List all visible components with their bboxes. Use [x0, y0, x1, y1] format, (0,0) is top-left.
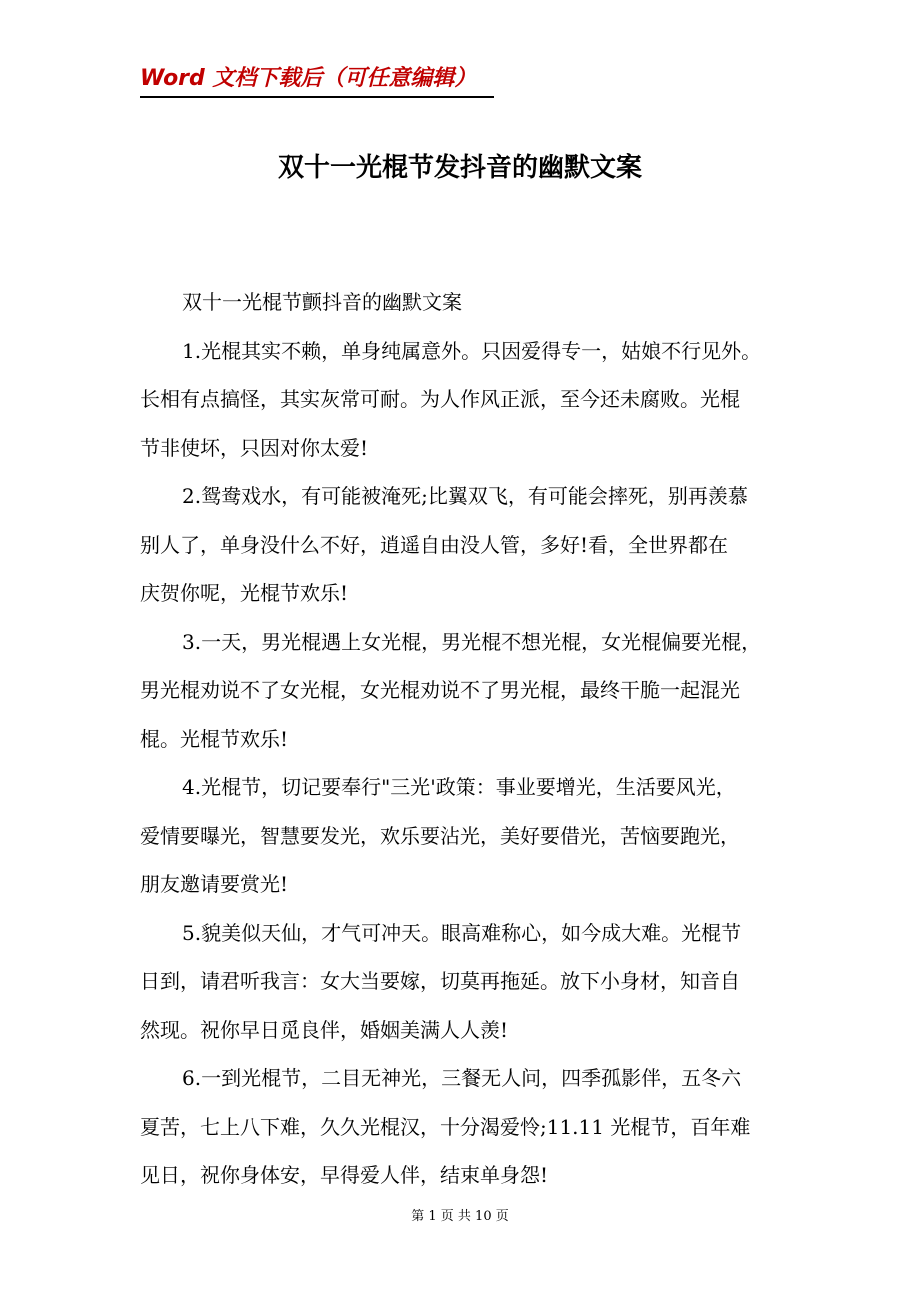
paragraph-3	[140, 618, 790, 764]
paragraph-1	[140, 327, 790, 473]
paragraph-line: 棍。光棍节欢乐!	[140, 726, 289, 751]
subtitle-line: 双十一光棍节颤抖音的幽默文案	[182, 290, 462, 314]
paragraph-line: 6.一到光棍节，二目无神光，三餐无人问，四季孤影伴，五冬六	[182, 1066, 742, 1090]
paragraph-line: 爱情要曝光，智慧要发光，欢乐要沾光，美好要借光，苦恼要跑光，	[140, 823, 740, 848]
paragraph-line: 5.貌美似天仙，才气可冲天。眼高难称心，如今成大难。光棍节	[182, 920, 742, 945]
download-banner-text: Word 文档下载后（可任意编辑）	[140, 66, 477, 91]
paragraph-line: 然现。祝你早日觅良伴，婚姻美满人人羡!	[140, 1017, 509, 1042]
paragraph-line: 见日，祝你身体安，早得爱人伴，结束单身怨!	[140, 1163, 549, 1187]
page-number: 第 1 页 共 10 页	[411, 1209, 509, 1224]
document-subtitle	[140, 278, 790, 327]
paragraph-4	[140, 763, 790, 909]
paragraph-line: 日到，请君听我言：女大当要嫁，切莫再拖延。放下小身材，知音自	[140, 969, 740, 993]
download-banner	[140, 64, 494, 98]
paragraph-line: 夏苦，七上八下难，久久光棍汉，十分渴爱怜;11.11 光棍节，百年难	[140, 1114, 751, 1139]
paragraph-line: 2.鸳鸯戏水，有可能被淹死;比翼双飞，有可能会摔死，别再羡慕	[182, 484, 748, 508]
paragraph-line: 男光棍劝说不了女光棍，女光棍劝说不了男光棍，最终干脆一起混光	[140, 678, 740, 702]
paragraph-line: 别人了，单身没什么不好，逍遥自由没人管，多好!看，全世界都在	[140, 532, 729, 557]
paragraph-line: 长相有点搞怪，其实灰常可耐。为人作风正派，至今还未腐败。光棍	[140, 387, 740, 411]
paragraph-2	[140, 472, 790, 618]
paragraph-line: 庆贺你呢，光棍节欢乐!	[140, 581, 349, 605]
paragraph-line: 3.一天，男光棍遇上女光棍，男光棍不想光棍，女光棍偏要光棍，	[182, 629, 762, 654]
paragraph-line: 4.光棍节，切记要奉行"三光'政策：事业要增光，生活要风光，	[182, 775, 736, 799]
document-body	[140, 278, 790, 1200]
paragraph-5	[140, 909, 790, 1055]
paragraph-line: 节非使坏，只因对你太爱!	[140, 435, 369, 460]
paragraph-line: 朋友邀请要赏光!	[140, 872, 289, 896]
paragraph-line: 1.光棍其实不赖，单身纯属意外。只因爱得专一，姑娘不行见外。	[182, 338, 762, 363]
paragraph-6	[140, 1054, 790, 1200]
document-title: 双十一光棍节发抖音的幽默文案	[277, 153, 642, 183]
